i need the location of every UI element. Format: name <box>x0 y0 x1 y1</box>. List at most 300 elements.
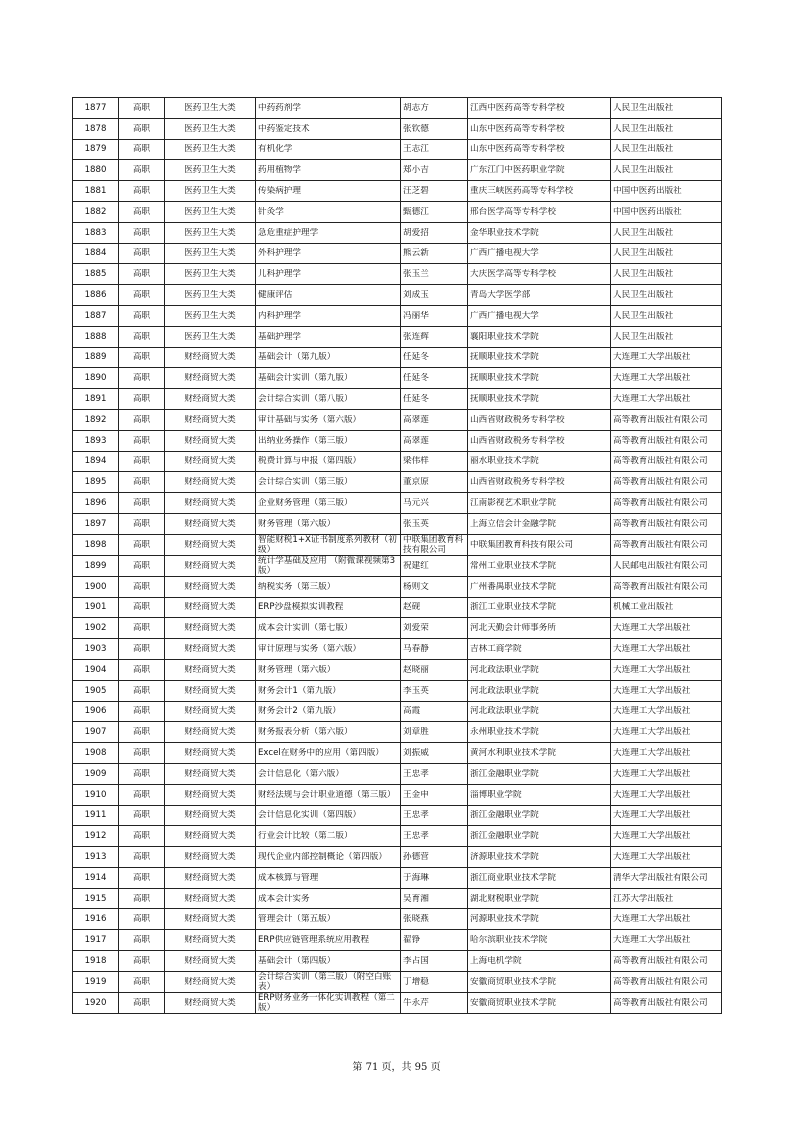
publisher-cell <box>611 513 722 534</box>
institution-cell <box>468 305 611 326</box>
book-title-cell <box>256 784 401 805</box>
book-title-cell <box>256 139 401 160</box>
publisher-cell <box>611 930 722 951</box>
category-cell <box>165 763 256 784</box>
book-title: ERP供应链管理系统应用教程 <box>258 935 370 946</box>
row-number: 1905 <box>84 685 107 696</box>
publisher-cell <box>611 992 722 1013</box>
category-cell <box>165 618 256 639</box>
level-cell <box>119 472 165 493</box>
book-title-cell <box>256 867 401 888</box>
category-cell <box>165 285 256 306</box>
level: 高职 <box>132 997 151 1008</box>
author: 张钦德 <box>403 123 429 134</box>
level-cell <box>119 722 165 743</box>
book-title-cell <box>256 513 401 534</box>
level-cell <box>119 826 165 847</box>
publisher: 大连理工大学出版社 <box>613 644 691 655</box>
row-number-cell <box>73 347 119 368</box>
book-title-cell <box>256 826 401 847</box>
row-number-cell <box>73 680 119 701</box>
level: 高职 <box>132 435 151 446</box>
book-title: 成本会计实务 <box>258 893 310 904</box>
institution-cell <box>468 160 611 181</box>
category: 医药卫生大类 <box>184 165 236 176</box>
book-title: 基础护理学 <box>258 331 301 342</box>
book-title: 外科护理学 <box>258 248 301 259</box>
institution: 抚顺职业技术学院 <box>470 373 539 384</box>
publisher: 高等教育出版社有限公司 <box>613 477 708 488</box>
publisher: 人民卫生出版社 <box>613 269 674 280</box>
institution-cell <box>468 326 611 347</box>
level-cell <box>119 326 165 347</box>
publisher-cell <box>611 118 722 139</box>
book-title: 会计综合实训（第八版） <box>258 394 353 405</box>
publisher-cell <box>611 347 722 368</box>
level: 高职 <box>132 768 151 779</box>
category: 财经商贸大类 <box>184 706 236 717</box>
row-number-cell <box>73 847 119 868</box>
level-cell <box>119 305 165 326</box>
book-title: 统计学基础及应用 （附微课视频第3版） <box>258 555 396 576</box>
category: 财经商贸大类 <box>184 581 236 592</box>
institution: 江南影视艺术职业学院 <box>470 498 556 509</box>
level-cell <box>119 909 165 930</box>
level: 高职 <box>132 123 151 134</box>
institution-cell <box>468 888 611 909</box>
level: 高职 <box>132 352 151 363</box>
category: 财经商贸大类 <box>184 685 236 696</box>
author-cell <box>401 743 468 764</box>
row-number-cell <box>73 597 119 618</box>
category: 医药卫生大类 <box>184 206 236 217</box>
publisher-cell <box>611 264 722 285</box>
author-cell <box>401 513 468 534</box>
category: 财经商贸大类 <box>184 560 236 571</box>
level-cell <box>119 555 165 576</box>
author: 刘成玉 <box>403 290 429 301</box>
institution-cell <box>468 743 611 764</box>
row-number-cell <box>73 513 119 534</box>
book-title-cell <box>256 534 401 555</box>
publisher: 大连理工大学出版社 <box>613 623 691 634</box>
publisher: 人民邮电出版社有限公司 <box>613 560 708 571</box>
row-number: 1884 <box>84 248 107 259</box>
level-cell <box>119 389 165 410</box>
author: 任延冬 <box>403 394 429 405</box>
author: 甄德江 <box>403 206 429 217</box>
category-cell <box>165 659 256 680</box>
institution-cell <box>468 597 611 618</box>
publisher: 人民卫生出版社 <box>613 123 674 134</box>
table-row <box>73 430 722 451</box>
author: 胡爱招 <box>403 227 429 238</box>
level-cell <box>119 139 165 160</box>
level: 高职 <box>132 310 151 321</box>
table-row <box>73 763 722 784</box>
level: 高职 <box>132 269 151 280</box>
publisher-cell <box>611 181 722 202</box>
level: 高职 <box>132 851 151 862</box>
category: 财经商贸大类 <box>184 602 236 613</box>
row-number: 1915 <box>84 893 107 904</box>
publisher-cell <box>611 534 722 555</box>
institution-cell <box>468 659 611 680</box>
table-row <box>73 867 722 888</box>
book-title-cell <box>256 909 401 930</box>
publisher: 大连理工大学出版社 <box>613 831 691 842</box>
book-title-cell <box>256 971 401 992</box>
category: 财经商贸大类 <box>184 414 236 425</box>
institution-cell <box>468 347 611 368</box>
publisher: 人民卫生出版社 <box>613 290 674 301</box>
row-number: 1881 <box>84 186 107 197</box>
category: 财经商贸大类 <box>184 394 236 405</box>
level-cell <box>119 763 165 784</box>
level-cell <box>119 659 165 680</box>
category: 财经商贸大类 <box>184 435 236 446</box>
author-cell <box>401 181 468 202</box>
table-row <box>73 888 722 909</box>
row-number: 1890 <box>84 373 107 384</box>
category-cell <box>165 264 256 285</box>
category-cell <box>165 347 256 368</box>
row-number: 1916 <box>84 914 107 925</box>
category-cell <box>165 430 256 451</box>
level-cell <box>119 98 165 119</box>
publisher: 大连理工大学出版社 <box>613 914 691 925</box>
level: 高职 <box>132 623 151 634</box>
book-title: ERP沙盘模拟实训教程 <box>258 602 344 613</box>
level: 高职 <box>132 872 151 883</box>
row-number-cell <box>73 326 119 347</box>
author-cell <box>401 701 468 722</box>
institution: 抚顺职业技术学院 <box>470 394 539 405</box>
book-title-cell <box>256 264 401 285</box>
level-cell <box>119 118 165 139</box>
level: 高职 <box>132 394 151 405</box>
table-row <box>73 389 722 410</box>
level: 高职 <box>132 414 151 425</box>
author-cell <box>401 867 468 888</box>
author-cell <box>401 680 468 701</box>
category-cell <box>165 222 256 243</box>
institution: 山西省财政税务专科学校 <box>470 477 565 488</box>
book-title: 行业会计比较（第二版） <box>258 831 353 842</box>
book-title-cell <box>256 847 401 868</box>
book-title: 成本核算与管理 <box>258 872 319 883</box>
table-body <box>73 98 722 1014</box>
institution: 重庆三峡医药高等专科学校 <box>470 186 574 197</box>
category-cell <box>165 597 256 618</box>
author-cell <box>401 347 468 368</box>
row-number-cell <box>73 118 119 139</box>
row-number: 1909 <box>84 768 107 779</box>
book-title-cell <box>256 639 401 660</box>
author-cell <box>401 139 468 160</box>
book-title: 智能财税1+X证书制度系列教材（初级） <box>258 534 397 555</box>
institution-cell <box>468 784 611 805</box>
category-cell <box>165 160 256 181</box>
author: 马春静 <box>403 644 429 655</box>
level-cell <box>119 409 165 430</box>
author: 熊云新 <box>403 248 429 259</box>
author-cell <box>401 888 468 909</box>
institution: 广东江门中医药职业学院 <box>470 165 565 176</box>
author: 李玉英 <box>403 685 429 696</box>
category: 财经商贸大类 <box>184 644 236 655</box>
table-row <box>73 826 722 847</box>
level: 高职 <box>132 227 151 238</box>
category: 财经商贸大类 <box>184 539 236 550</box>
level-cell <box>119 847 165 868</box>
row-number-cell <box>73 305 119 326</box>
institution: 常州工业职业技术学院 <box>470 560 556 571</box>
table-row <box>73 201 722 222</box>
author-cell <box>401 451 468 472</box>
publisher: 高等教育出版社有限公司 <box>613 539 708 550</box>
table-row <box>73 160 722 181</box>
publisher: 大连理工大学出版社 <box>613 851 691 862</box>
book-title-cell <box>256 347 401 368</box>
row-number-cell <box>73 243 119 264</box>
publisher: 高等教育出版社有限公司 <box>613 581 708 592</box>
level-cell <box>119 951 165 972</box>
author-cell <box>401 201 468 222</box>
institution: 浙江工业职业技术学院 <box>470 602 556 613</box>
book-title-cell <box>256 680 401 701</box>
publisher: 中国中医药出版社 <box>613 206 682 217</box>
category-cell <box>165 98 256 119</box>
table-row <box>73 264 722 285</box>
row-number: 1889 <box>84 352 107 363</box>
category: 医药卫生大类 <box>184 123 236 134</box>
author: 王志江 <box>403 144 429 155</box>
row-number: 1896 <box>84 498 107 509</box>
book-title-cell <box>256 701 401 722</box>
table-row <box>73 534 722 555</box>
book-title: 纳税实务（第三版） <box>258 581 336 592</box>
row-number-cell <box>73 784 119 805</box>
level-cell <box>119 639 165 660</box>
book-title: 传染病护理 <box>258 186 301 197</box>
publisher-cell <box>611 285 722 306</box>
category: 财经商贸大类 <box>184 456 236 467</box>
level-cell <box>119 451 165 472</box>
category-cell <box>165 930 256 951</box>
row-number: 1893 <box>84 435 107 446</box>
category: 财经商贸大类 <box>184 872 236 883</box>
institution: 山西省财政税务专科学校 <box>470 414 565 425</box>
category-cell <box>165 139 256 160</box>
publisher-cell <box>611 805 722 826</box>
publisher-cell <box>611 222 722 243</box>
book-title: 企业财务管理（第三版） <box>258 498 353 509</box>
book-title-cell <box>256 722 401 743</box>
row-number: 1913 <box>84 851 107 862</box>
row-number-cell <box>73 555 119 576</box>
publisher: 大连理工大学出版社 <box>613 706 691 717</box>
table-row <box>73 472 722 493</box>
author: 高翠莲 <box>403 435 429 446</box>
publisher: 高等教育出版社有限公司 <box>613 435 708 446</box>
publisher: 高等教育出版社有限公司 <box>613 997 708 1008</box>
publisher: 大连理工大学出版社 <box>613 768 691 779</box>
table-row <box>73 493 722 514</box>
level-cell <box>119 347 165 368</box>
category: 财经商贸大类 <box>184 935 236 946</box>
publisher-cell <box>611 389 722 410</box>
level-cell <box>119 930 165 951</box>
level: 高职 <box>132 102 151 113</box>
level-cell <box>119 285 165 306</box>
institution-cell <box>468 243 611 264</box>
row-number: 1879 <box>84 144 107 155</box>
institution-cell <box>468 930 611 951</box>
institution-cell <box>468 680 611 701</box>
level: 高职 <box>132 685 151 696</box>
level: 高职 <box>132 373 151 384</box>
table-row <box>73 992 722 1013</box>
author: 张连辉 <box>403 331 429 342</box>
publisher: 人民卫生出版社 <box>613 227 674 238</box>
row-number: 1880 <box>84 165 107 176</box>
publisher-cell <box>611 784 722 805</box>
row-number: 1898 <box>84 539 107 550</box>
category: 医药卫生大类 <box>184 248 236 259</box>
author-cell <box>401 534 468 555</box>
institution-cell <box>468 118 611 139</box>
institution: 湖北财税职业学院 <box>470 893 539 904</box>
category: 医药卫生大类 <box>184 310 236 321</box>
institution: 丽水职业技术学院 <box>470 456 539 467</box>
level-cell <box>119 743 165 764</box>
book-title: 财务会计2（第九版） <box>258 706 341 717</box>
table-row <box>73 805 722 826</box>
level-cell <box>119 784 165 805</box>
author-cell <box>401 722 468 743</box>
level-cell <box>119 680 165 701</box>
book-title-cell <box>256 618 401 639</box>
institution: 永州职业技术学院 <box>470 727 539 738</box>
institution: 河源职业技术学院 <box>470 914 539 925</box>
publisher-cell <box>611 98 722 119</box>
row-number: 1907 <box>84 727 107 738</box>
publisher: 人民卫生出版社 <box>613 248 674 259</box>
row-number-cell <box>73 160 119 181</box>
level-cell <box>119 430 165 451</box>
institution-cell <box>468 451 611 472</box>
row-number-cell <box>73 867 119 888</box>
publisher-cell <box>611 722 722 743</box>
author-cell <box>401 243 468 264</box>
row-number-cell <box>73 888 119 909</box>
publisher: 高等教育出版社有限公司 <box>613 414 708 425</box>
institution-cell <box>468 639 611 660</box>
publisher-cell <box>611 909 722 930</box>
author: 中联集团教育科技有限公司 <box>403 534 464 555</box>
table-row <box>73 222 722 243</box>
book-title-cell <box>256 659 401 680</box>
row-number-cell <box>73 805 119 826</box>
publisher: 大连理工大学出版社 <box>613 685 691 696</box>
category-cell <box>165 847 256 868</box>
book-title: 药用植物学 <box>258 165 301 176</box>
row-number: 1887 <box>84 310 107 321</box>
publisher-cell <box>611 555 722 576</box>
institution: 淄博职业学院 <box>470 789 522 800</box>
row-number-cell <box>73 264 119 285</box>
category-cell <box>165 722 256 743</box>
level-cell <box>119 867 165 888</box>
author-cell <box>401 847 468 868</box>
publisher: 机械工业出版社 <box>613 602 674 613</box>
author-cell <box>401 285 468 306</box>
category-cell <box>165 701 256 722</box>
book-title: 会计综合实训（第三版） <box>258 477 353 488</box>
institution: 山西省财政税务专科学校 <box>470 435 565 446</box>
level: 高职 <box>132 602 151 613</box>
publisher-cell <box>611 160 722 181</box>
row-number-cell <box>73 951 119 972</box>
publisher: 大连理工大学出版社 <box>613 664 691 675</box>
institution: 大庆医学高等专科学校 <box>470 269 556 280</box>
row-number-cell <box>73 201 119 222</box>
publisher: 高等教育出版社有限公司 <box>613 976 708 987</box>
book-title: 审计原理与实务（第六版） <box>258 644 362 655</box>
level-cell <box>119 971 165 992</box>
author: 郑小吉 <box>403 165 429 176</box>
category: 医药卫生大类 <box>184 186 236 197</box>
institution-cell <box>468 971 611 992</box>
category-cell <box>165 826 256 847</box>
author-cell <box>401 555 468 576</box>
table-row <box>73 618 722 639</box>
row-number: 1894 <box>84 456 107 467</box>
book-title-cell <box>256 597 401 618</box>
book-title-cell <box>256 930 401 951</box>
level-cell <box>119 701 165 722</box>
book-title-cell <box>256 243 401 264</box>
author-cell <box>401 992 468 1013</box>
level: 高职 <box>132 290 151 301</box>
row-number: 1912 <box>84 831 107 842</box>
row-number: 1917 <box>84 935 107 946</box>
publisher-cell <box>611 659 722 680</box>
table-row <box>73 118 722 139</box>
book-title-cell <box>256 222 401 243</box>
publisher: 大连理工大学出版社 <box>613 373 691 384</box>
institution: 广西广播电视大学 <box>470 248 539 259</box>
table-row <box>73 909 722 930</box>
book-title: 基础会计（第九版） <box>258 352 336 363</box>
book-title-cell <box>256 576 401 597</box>
book-title: 儿科护理学 <box>258 269 301 280</box>
institution-cell <box>468 951 611 972</box>
category-cell <box>165 451 256 472</box>
institution: 广州番禺职业技术学院 <box>470 581 556 592</box>
publisher: 中国中医药出版社 <box>613 186 682 197</box>
category: 财经商贸大类 <box>184 789 236 800</box>
publisher-cell <box>611 888 722 909</box>
author: 赵砚 <box>403 602 421 613</box>
category: 医药卫生大类 <box>184 269 236 280</box>
publisher-cell <box>611 139 722 160</box>
book-title: 成本会计实训（第七版） <box>258 623 353 634</box>
author-cell <box>401 826 468 847</box>
category-cell <box>165 971 256 992</box>
author: 李占国 <box>403 955 429 966</box>
